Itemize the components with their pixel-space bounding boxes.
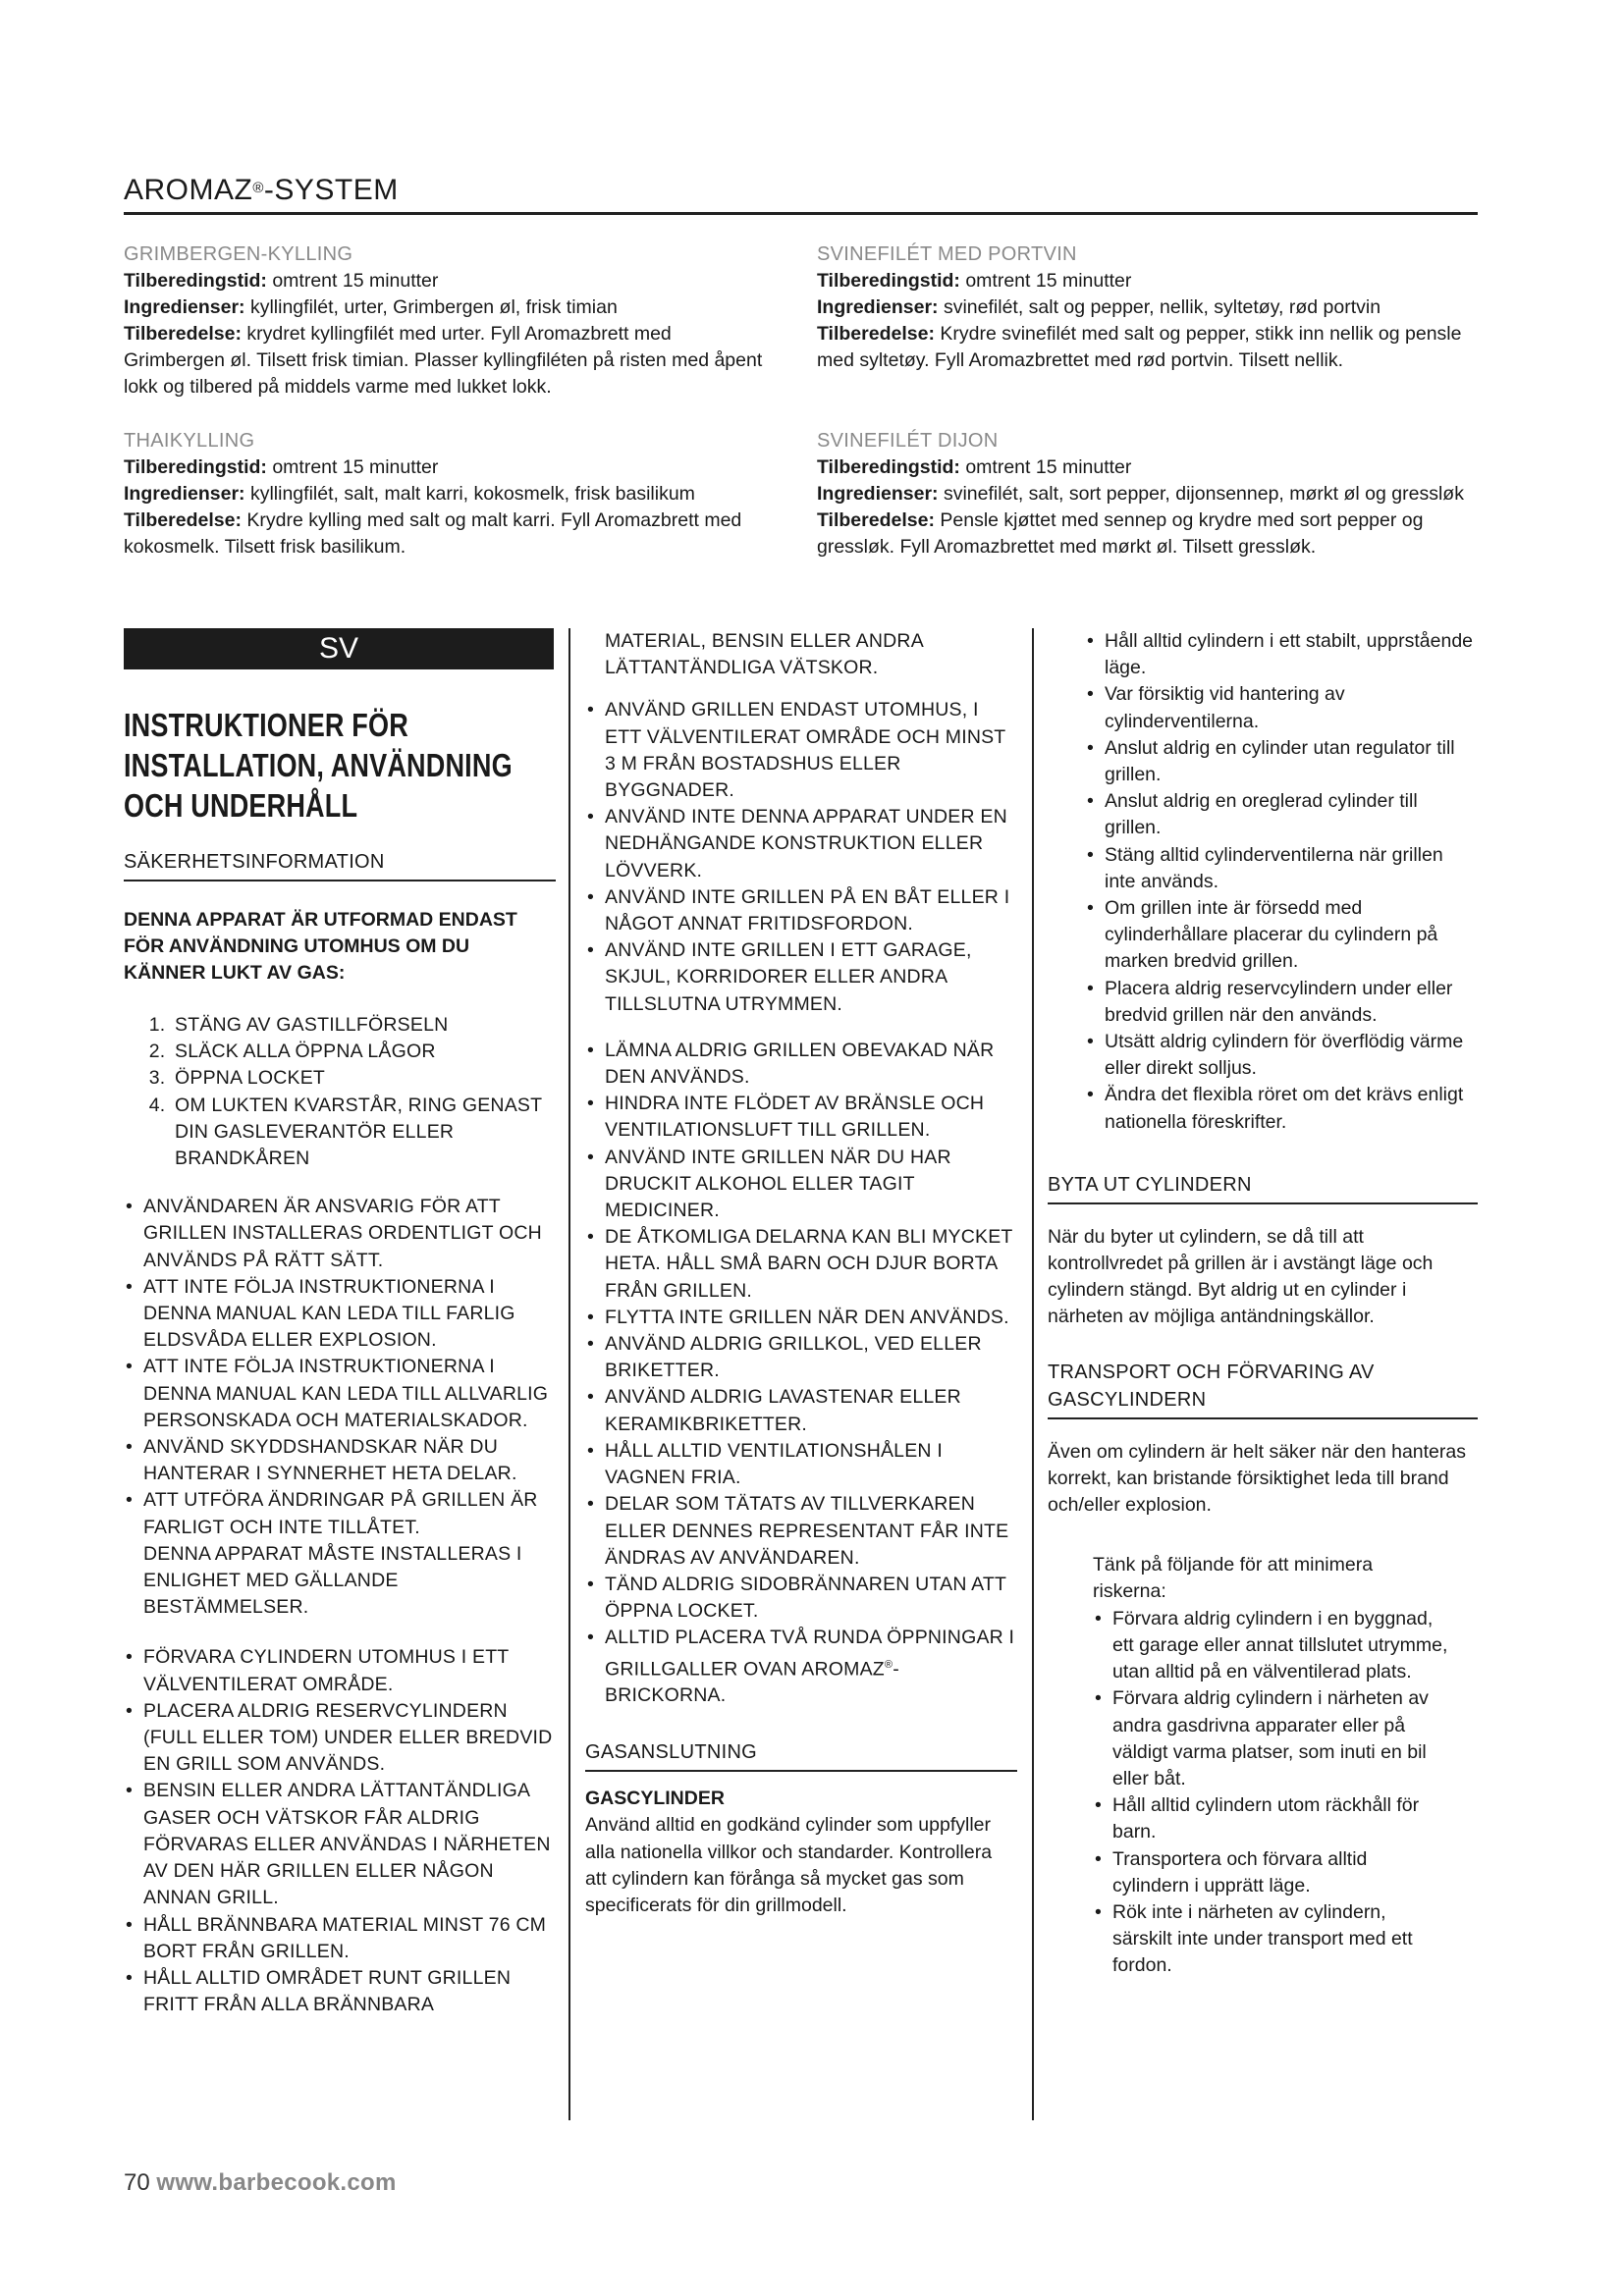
replace-text: När du byter ut cylindern, se då till att kontrollvredet på grillen är i avstängt läge och cylindern stängd. Byt aldrig ut en cylinder i närheten av möjliga antändningskällor. [1048,1225,1434,1328]
safety-bullets-b [124,1644,556,2018]
recipe-title: GRIMBERGEN-KYLLING [124,243,353,265]
page-title: AROMAZ®-SYSTEM [124,173,1478,215]
list-item: • ANVÄNDAREN ÄR ANSVARIG FÖR ATT GRILLEN INSTALLERAS ORDENTLIGT OCH ANVÄNDS PÅ RÄTT SÄTT. [124,1194,556,1274]
list-item: • Rök inte i närheten av cylindern, särskilt inte under transport med ett fordon. [1093,1899,1448,1980]
list-item: • DELAR SOM TÄTATS AV TILLVERKAREN ELLER DENNES REPRESENTANT FÅR INTE ÄNDRAS AV ANVÄNDAREN. [585,1491,1017,1572]
emergency-steps [124,1012,556,1172]
list-item: • ANVÄND SKYDDSHANDSKAR NÄR DU HANTERAR I SYNNERHET HETA DELAR. [124,1434,556,1487]
column-divider [1032,628,1034,2120]
language-badge: SV [124,628,554,669]
list-item: • ANVÄND ALDRIG GRILLKOL, VED ELLER BRIKETTER. [585,1331,1017,1384]
list-item: • FLYTTA INTE GRILLEN NÄR DEN ANVÄNDS. [585,1305,1017,1331]
list-item: 3. ÖPPNA LOCKET [171,1065,556,1092]
section-heading-replace: BYTA UT CYLINDERN [1048,1171,1478,1204]
list-item: • ANVÄND INTE GRILLEN PÅ EN BÅT ELLER I NÅGOT ANNAT FRITIDSFORDON. [585,884,1017,937]
list-item: • HÅLL BRÄNNBARA MATERIAL MINST 76 CM BORT FRÅN GRILLEN. [124,1912,556,1965]
main-heading: INSTRUKTIONER FÖR INSTALLATION, ANVÄNDNING OCH UNDERHÅLL [124,707,513,824]
list-item: • Var försiktig vid hantering av cylinderventilerna. [1085,681,1478,734]
recipe-dijon: SVINEFILÉT DIJON Tilberedingstid: omtrent 15 minutter Ingredienser: svinefilét, salt, sort pepper, dijonsennep, mørkt øl og gressløk Tilberedelse: Pensle kjøttet med sennep og krydre med sort pepper og gressløk. Fyll Aromazbrettet med mørkt øl. Tilsett gressløk. [817,428,1481,561]
list-item: • ANVÄND INTE GRILLEN NÄR DU HAR DRUCKIT ALKOHOL ELLER TAGIT MEDICINER. [585,1145,1017,1225]
gas-warning: DENNA APPARAT ÄR UTFORMAD ENDAST FÖR ANVÄNDNING UTOMHUS OM DU KÄNNER LUKT AV GAS: [124,909,517,984]
list-item: • DE ÅTKOMLIGA DELARNA KAN BLI MYCKET HETA. HÅLL SMÅ BARN OCH DJUR BORTA FRÅN GRILLEN. [585,1224,1017,1305]
list-item: 4. OM LUKTEN KVARSTÅR, RING GENAST DIN GASLEVERANTÖR ELLER BRANDKÅREN [171,1093,556,1173]
section-heading-safety: SÄKERHETSINFORMATION [124,848,556,881]
recipe-title: SVINEFILÉT MED PORTVIN [817,243,1077,265]
list-item: 2. SLÄCK ALLA ÖPPNA LÅGOR [171,1039,556,1065]
recipe-title: SVINEFILÉT DIJON [817,430,999,452]
list-item: • LÄMNA ALDRIG GRILLEN OBEVAKAD NÄR DEN ANVÄNDS. [585,1038,1017,1091]
recipe-portvin: SVINEFILÉT MED PORTVIN Tilberedingstid: omtrent 15 minutter Ingredienser: svinefilét, salt og pepper, nellik, syltetøy, rød portvin Tilberedelse: Krydre svinefilét med salt og pepper, stikk inn nellik og pensle med syltetøy. Fyll Aromazbrettet med rød portvin. Tilsett nellik. [817,241,1481,374]
section-heading-transport: TRANSPORT OCH FÖRVARING AV GASCYLINDERN [1048,1359,1478,1419]
page-footer [124,2169,397,2197]
list-item: • Placera aldrig reservcylindern under eller bredvid grillen när den används. [1085,976,1478,1029]
list-item: • Utsätt aldrig cylindern för överflödig värme eller direkt solljus. [1085,1029,1478,1082]
website-link[interactable]: www.barbecook.com [156,2169,397,2196]
list-item: • FÖRVARA CYLINDERN UTOMHUS I ETT VÄLVENTILERAT OMRÅDE. [124,1644,556,1697]
list-item: • Ändra det flexibla röret om det krävs enligt nationella föreskrifter. [1085,1082,1478,1135]
page-number: 70 [124,2169,150,2196]
column-divider [568,628,570,2120]
transport-text: Även om cylindern är helt säker när den hanteras korrekt, kan bristande försiktighet leda till brand och/eller explosion. [1048,1440,1466,1517]
safety-bullets-a [124,1194,556,1621]
list-item: • ATT UTFÖRA ÄNDRINGAR PÅ GRILLEN ÄR FARLIGT OCH INTE TILLÅTET. [124,1487,556,1540]
usage-bullets-b [585,1038,1017,1710]
column-2 [585,628,1017,1919]
list-item: • Transportera och förvara alltid cylindern i upprätt läge. [1093,1846,1448,1899]
list-item: • Förvara aldrig cylindern i närheten av andra gasdrivna apparater eller på väldigt varma platser, som inuti en bil eller båt. [1093,1685,1448,1792]
list-item: • ATT INTE FÖLJA INSTRUKTIONERNA I DENNA MANUAL KAN LEDA TILL FARLIG ELDSVÅDA ELLER EXPLOSION. [124,1274,556,1355]
list-item: • ANVÄND GRILLEN ENDAST UTOMHUS, I ETT VÄLVENTILERAT OMRÅDE OCH MINST 3 M FRÅN BOSTADSHUS ELLER BYGGNADER. [585,697,1017,804]
list-item: • ALLTID PLACERA TVÅ RUNDA ÖPPNINGAR I GRILLGALLER OVAN AROMAZ®-BRICKORNA. [585,1625,1017,1709]
gascylinder-text: Använd alltid en godkänd cylinder som uppfyller alla nationella villkor och standarder. Kontrollera att cylindern kan förånga så mycket gas som specificerats för din grillmodell. [585,1814,993,1917]
list-item: • Om grillen inte är försedd med cylinderhållare placerar du cylindern på marken bredvid grillen. [1085,895,1478,976]
cylinder-bullets [1048,628,1478,1136]
list-item: • PLACERA ALDRIG RESERVCYLINDERN (FULL ELLER TOM) UNDER ELLER BREDVID EN GRILL SOM ANVÄNDS. [124,1698,556,1779]
column-3 [1048,628,1478,1980]
minimize-risks [1048,1552,1478,1979]
list-item: • ATT INTE FÖLJA INSTRUKTIONERNA I DENNA MANUAL KAN LEDA TILL ALLVARLIG PERSONSKADA OCH MATERIALSKADOR. [124,1354,556,1434]
list-item: • ANVÄND ALDRIG LAVASTENAR ELLER KERAMIKBRIKETTER. [585,1384,1017,1437]
minimize-intro: Tänk på följande för att minimera riskerna: [1093,1554,1374,1603]
list-item: • TÄND ALDRIG SIDOBRÄNNAREN UTAN ATT ÖPPNA LOCKET. [585,1572,1017,1625]
list-item: • HÅLL ALLTID VENTILATIONSHÅLEN I VAGNEN FRIA. [585,1438,1017,1491]
recipe-title: THAIKYLLING [124,430,255,452]
recipe-thaikylling: THAIKYLLING Tilberedingstid: omtrent 15 minutter Ingredienser: kyllingfilét, salt, malt karri, kokosmelk, frisk basilikum Tilberedelse: Krydre kylling med salt og malt karri. Fyll Aromazbrett med kokosmelk. Tilsett frisk basilikum. [124,428,772,561]
continued-text: MATERIAL, BENSIN ELLER ANDRA LÄTTANTÄNDLIGA VÄTSKOR. [605,630,923,679]
list-item: • ANVÄND INTE DENNA APPARAT UNDER EN NEDHÄNGANDE KONSTRUKTION ELLER LÖVVERK. [585,804,1017,884]
usage-bullets-a [585,697,1017,1017]
list-item: • Förvara aldrig cylindern i en byggnad, ett garage eller annat tillslutet utrymme, utan alltid på en välventilerad plats. [1093,1606,1448,1686]
section-heading-gas: GASANSLUTNING [585,1738,1017,1772]
list-item: 1. STÄNG AV GASTILLFÖRSELN [171,1012,556,1039]
list-item: • Anslut aldrig en oreglerad cylinder till grillen. [1085,788,1478,841]
list-item: • Stäng alltid cylinderventilerna när grillen inte används. [1085,842,1478,895]
list-item: • ANVÄND INTE GRILLEN I ETT GARAGE, SKJUL, KORRIDORER ELLER ANDRA TILLSLUTNA UTRYMMEN. [585,937,1017,1018]
subheading-gascylinder: GASCYLINDER [585,1788,725,1810]
list-item: • HINDRA INTE FLÖDET AV BRÄNSLE OCH VENTILATIONSLUFT TILL GRILLEN. [585,1091,1017,1144]
list-item: • BENSIN ELLER ANDRA LÄTTANTÄNDLIGA GASER OCH VÄTSKOR FÅR ALDRIG FÖRVARAS ELLER ANVÄNDAS I NÄRHETEN AV DEN HÄR GRILLEN ELLER NÅGON ANNAN GRILL. [124,1778,556,1911]
list-item: • HÅLL ALLTID OMRÅDET RUNT GRILLEN FRITT FRÅN ALLA BRÄNNBARA [124,1965,556,2018]
list-item: • Håll alltid cylindern utom räckhåll för barn. [1093,1792,1448,1845]
list-item: • Håll alltid cylindern i ett stabilt, upprstående läge. [1085,628,1478,681]
column-1 [124,848,556,2018]
installation-note: DENNA APPARAT MÅSTE INSTALLERAS I ENLIGHET MED GÄLLANDE BESTÄMMELSER. [143,1542,522,1619]
recipe-grimbergen: GRIMBERGEN-KYLLING Tilberedingstid: omtrent 15 minutter Ingredienser: kyllingfilét, urter, Grimbergen øl, frisk timian Tilberedelse: krydret kyllingfilét med urter. Fyll Aromazbrett med Grimbergen øl. Tilsett frisk timian. Plasser kyllingfiléten på risten med åpent lokk og tilbered på middels varme med lukket lokk. [124,241,772,400]
list-item: • Anslut aldrig en cylinder utan regulator till grillen. [1085,735,1478,788]
